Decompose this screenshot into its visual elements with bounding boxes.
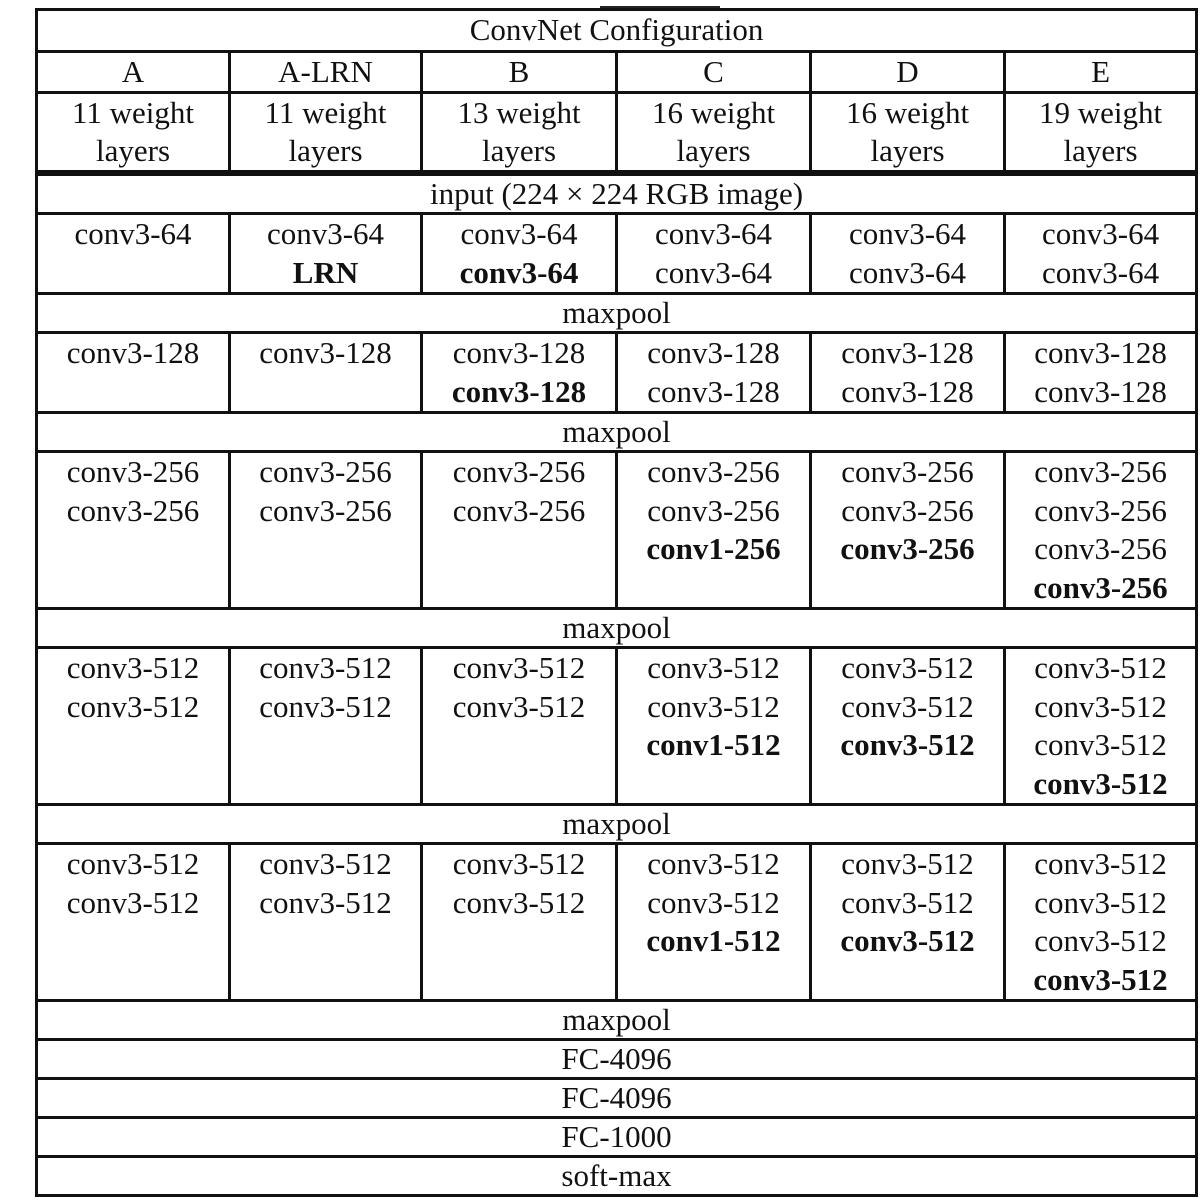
layer-label: conv3-128 [452, 335, 586, 370]
config-depth-row [37, 93, 1197, 172]
layer-label: conv3-256 [1034, 492, 1167, 528]
added-layer-label: conv3-512 [840, 727, 975, 762]
layer-cell-b [422, 452, 617, 609]
depth-line: 13 weight [457, 95, 581, 130]
layer-label: conv3-512 [647, 846, 780, 881]
layer-label: conv3-512 [647, 688, 780, 724]
layer-cell-a-lrn [230, 844, 422, 1001]
layer-label: conv3-512 [452, 884, 586, 920]
convnet-header-table [35, 8, 1198, 173]
config-name-c: C [617, 51, 811, 93]
layer-label: conv3-512 [841, 884, 974, 920]
layer-label: conv3-128 [647, 335, 780, 370]
layer-label: conv3-512 [259, 688, 392, 724]
layer-label: conv3-512 [66, 884, 200, 920]
layer-label: conv3-64 [654, 216, 773, 251]
layer-label: conv3-512 [452, 688, 586, 724]
layer-block-5 [37, 844, 1197, 1001]
layer-cell-a [37, 844, 230, 1001]
layer-label: conv3-64 [74, 216, 192, 251]
layer-cell-e [1005, 844, 1197, 1001]
depth-line: layers [481, 133, 557, 168]
layer-label: conv3-512 [841, 846, 974, 881]
config-name-row [37, 51, 1197, 93]
classifier-row [37, 1157, 1197, 1196]
layer-label: conv3-512 [259, 884, 392, 920]
added-layer-label: conv3-256 [840, 531, 975, 566]
layer-label: conv3-256 [841, 492, 974, 528]
config-depth-a [37, 93, 230, 172]
added-layer-label: conv3-512 [840, 923, 975, 958]
layer-label: conv3-512 [1034, 727, 1167, 762]
layer-cell-a-lrn [230, 333, 422, 413]
layer-cell-e [1005, 452, 1197, 609]
layer-label: conv3-64 [460, 216, 578, 251]
config-name-a-lrn: A-LRN [230, 51, 422, 93]
added-layer-label: conv1-512 [646, 727, 781, 762]
maxpool-cell: maxpool [37, 1001, 1197, 1040]
layer-label: conv3-64 [266, 216, 385, 251]
layer-cell-a-lrn [230, 452, 422, 609]
layer-label: conv3-256 [452, 492, 586, 528]
layer-cell-a [37, 648, 230, 805]
maxpool-row [37, 413, 1197, 452]
layer-label: conv3-128 [1034, 335, 1167, 370]
layer-cell-d [811, 648, 1005, 805]
maxpool-row [37, 609, 1197, 648]
depth-line: layers [1063, 133, 1138, 168]
layer-cell-e [1005, 214, 1197, 294]
layer-cell-b [422, 214, 617, 294]
layer-label: conv3-256 [1034, 454, 1167, 489]
maxpool-cell: maxpool [37, 294, 1197, 333]
maxpool-cell: maxpool [37, 805, 1197, 844]
classifier-row [37, 1040, 1197, 1079]
layer-cell-a-lrn [230, 214, 422, 294]
layer-label: conv3-128 [647, 373, 780, 409]
layer-label: conv3-128 [841, 373, 974, 409]
layer-label: conv3-256 [259, 454, 392, 489]
maxpool-row [37, 1001, 1197, 1040]
classifier-row [37, 1118, 1197, 1157]
added-layer-label: LRN [292, 254, 359, 290]
layer-cell-a [37, 333, 230, 413]
classifier-cell: FC-4096 [37, 1040, 1197, 1079]
layer-block-3 [37, 452, 1197, 609]
layer-label: conv3-512 [66, 688, 200, 724]
layer-label: conv3-512 [259, 650, 392, 685]
maxpool-row [37, 805, 1197, 844]
layer-label: conv3-256 [259, 492, 392, 528]
added-layer-label: conv3-512 [1033, 961, 1168, 997]
layer-label: conv3-128 [1034, 373, 1167, 409]
layer-cell-a-lrn [230, 648, 422, 805]
layer-label: conv3-512 [1034, 923, 1167, 958]
layer-label: conv3-512 [452, 846, 586, 881]
cropped-caption-remnant [0, 0, 1200, 8]
layer-label: conv3-64 [654, 254, 773, 290]
depth-line: 16 weight [845, 95, 970, 130]
layer-cell-e [1005, 648, 1197, 805]
depth-line: 11 weight [264, 95, 387, 130]
layer-cell-b [422, 333, 617, 413]
layer-cell-d [811, 452, 1005, 609]
layer-cell-b [422, 648, 617, 805]
layer-cell-d [811, 333, 1005, 413]
layer-label: conv3-64 [848, 216, 967, 251]
depth-line: layers [95, 133, 171, 168]
layer-label: conv3-64 [848, 254, 967, 290]
layer-label: conv3-256 [841, 454, 974, 489]
maxpool-row [37, 294, 1197, 333]
layer-label: conv3-512 [841, 650, 974, 685]
depth-line: 11 weight [72, 95, 194, 130]
layer-label: conv3-512 [66, 650, 200, 685]
added-layer-label: conv1-512 [646, 923, 781, 958]
layer-label: conv3-512 [1034, 846, 1167, 881]
config-depth-a-lrn [230, 93, 422, 172]
layer-cell-c [617, 648, 811, 805]
classifier-cell: FC-1000 [37, 1118, 1197, 1157]
layer-label: conv3-512 [1034, 650, 1167, 685]
added-layer-label: conv3-64 [459, 254, 579, 290]
depth-line: layers [870, 133, 945, 168]
table-title: ConvNet Configuration [37, 10, 1197, 52]
layer-label: conv3-512 [66, 846, 200, 881]
depth-line: 19 weight [1038, 95, 1163, 130]
layer-block-1 [37, 214, 1197, 294]
layer-label: conv3-256 [647, 492, 780, 528]
layer-label: conv3-512 [452, 650, 586, 685]
layer-cell-d [811, 214, 1005, 294]
classifier-cell: FC-4096 [37, 1079, 1197, 1118]
layer-cell-d [811, 844, 1005, 1001]
layer-label: conv3-64 [1041, 254, 1160, 290]
depth-line: 16 weight [651, 95, 776, 130]
layer-cell-c [617, 333, 811, 413]
layer-label: conv3-128 [259, 335, 392, 370]
layer-label: conv3-512 [259, 846, 392, 881]
layer-cell-c [617, 452, 811, 609]
layer-label: conv3-256 [452, 454, 586, 489]
layer-label: conv3-256 [66, 454, 200, 489]
maxpool-cell: maxpool [37, 413, 1197, 452]
layer-label: conv3-512 [1034, 884, 1167, 920]
config-name-d: D [811, 51, 1005, 93]
layer-label: conv3-128 [66, 335, 200, 370]
layer-label: conv3-512 [647, 650, 780, 685]
layer-label: conv3-512 [841, 688, 974, 724]
config-name-b: B [422, 51, 617, 93]
config-depth-b [422, 93, 617, 172]
input-row [37, 175, 1197, 214]
layer-label: conv3-512 [647, 884, 780, 920]
layer-block-4 [37, 648, 1197, 805]
layer-cell-b [422, 844, 617, 1001]
layer-label: conv3-512 [1034, 688, 1167, 724]
added-layer-label: conv3-128 [451, 373, 587, 409]
classifier-row [37, 1079, 1197, 1118]
layer-cell-a [37, 452, 230, 609]
convnet-layers-table [35, 173, 1198, 1197]
added-layer-label: conv3-256 [1033, 569, 1168, 605]
config-depth-d [811, 93, 1005, 172]
layer-block-2 [37, 333, 1197, 413]
depth-line: layers [288, 133, 363, 168]
config-depth-e [1005, 93, 1197, 172]
added-layer-label: conv1-256 [646, 531, 781, 566]
layer-cell-a [37, 214, 230, 294]
added-layer-label: conv3-512 [1033, 765, 1168, 801]
depth-line: layers [676, 133, 751, 168]
maxpool-cell: maxpool [37, 609, 1197, 648]
config-name-e: E [1005, 51, 1197, 93]
classifier-cell: soft-max [37, 1157, 1197, 1196]
layer-label: conv3-256 [66, 492, 200, 528]
layer-label: conv3-256 [1034, 531, 1167, 566]
layer-label: conv3-64 [1041, 216, 1160, 251]
layer-cell-e [1005, 333, 1197, 413]
layer-label: conv3-128 [841, 335, 974, 370]
layer-cell-c [617, 844, 811, 1001]
layer-label: conv3-256 [647, 454, 780, 489]
config-name-a: A [37, 51, 230, 93]
layer-cell-c [617, 214, 811, 294]
input-cell: input (224 × 224 RGB image) [37, 175, 1197, 214]
config-depth-c [617, 93, 811, 172]
